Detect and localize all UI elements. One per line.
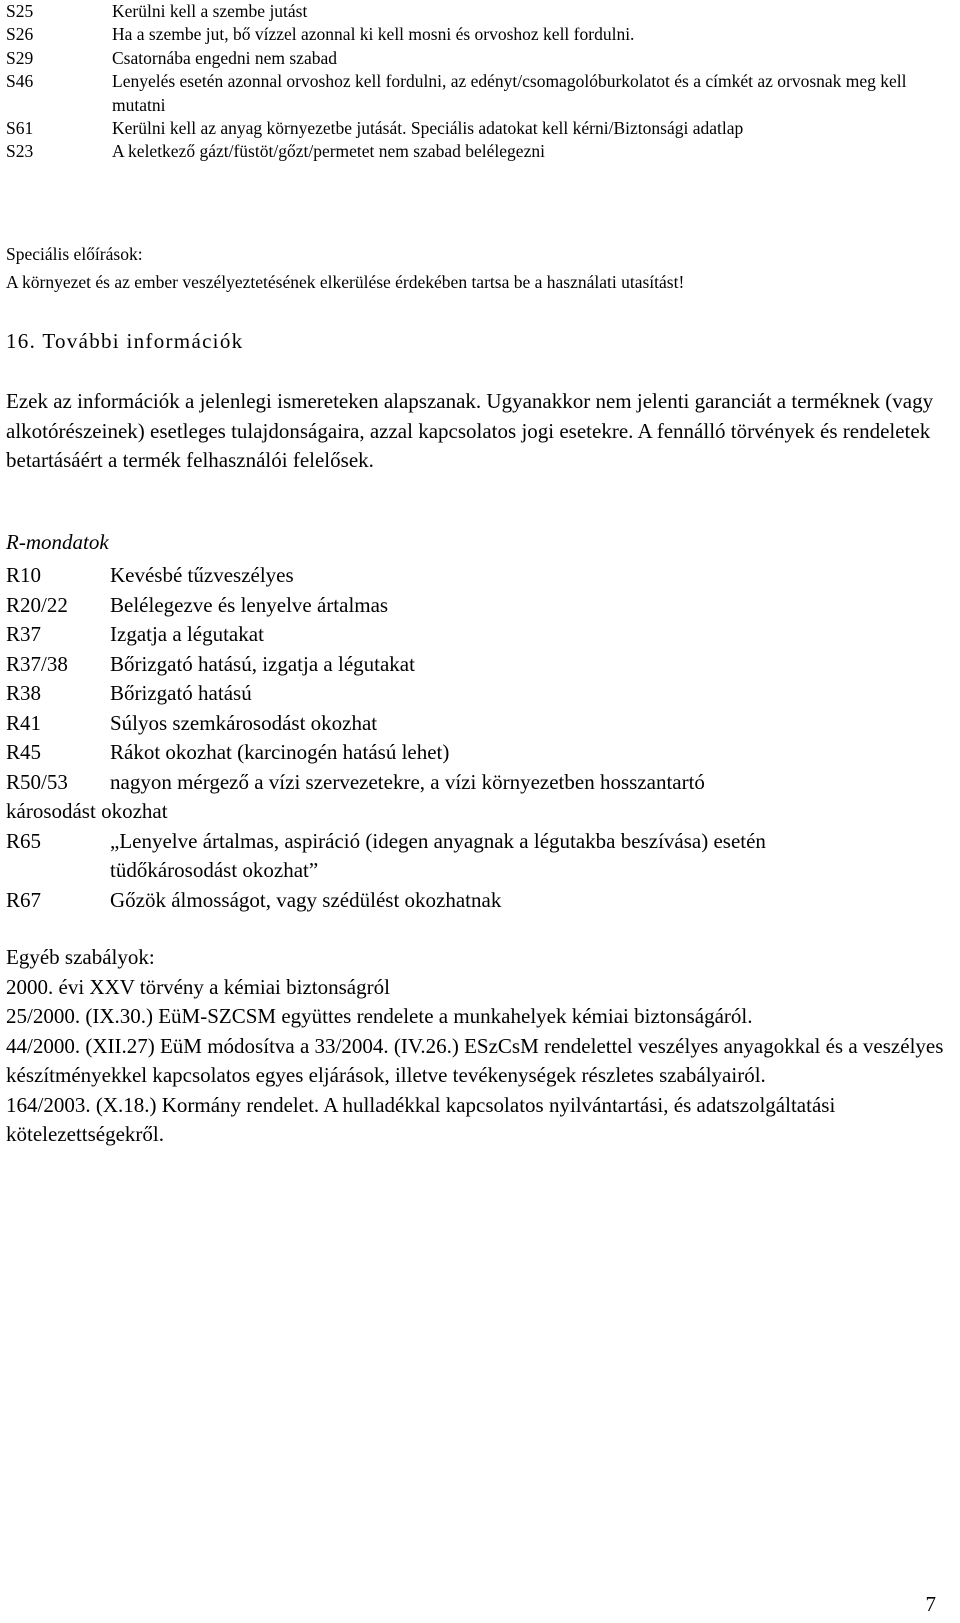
special-instructions-heading: Speciális előírások: [6,244,143,264]
r-phrase-row [6,886,946,916]
s-phrase-code: S46 [6,71,34,92]
s-phrase-text: Csatornába engedni nem szabad [112,47,337,68]
r-phrase-text: Kevésbé tűzveszélyes [110,563,294,587]
r-phrase-text: Belélegezve és lenyelve ártalmas [110,592,389,617]
r-phrase-code: R45 [6,740,42,764]
special-instructions [6,240,946,296]
other-rules [6,943,946,1150]
page-number: 7 [925,1592,936,1616]
other-rules-item: 25/2000. (IX.30.) EüM-SZCSM együttes rendelete a munkahelyek kémiai biztonságáról. [6,1004,753,1028]
r-phrase-code: R37 [6,622,42,646]
r-phrase-text-continuation: tüdőkárosodást okozhat” [110,858,319,882]
s-phrase-text: Kerülni kell az anyag környezetbe jutását. Speciális adatokat kell kérni/Biztonsági adatlap [112,118,744,139]
r-phrase-text: Rákot okozhat (karcinogén hatású lehet) [110,740,450,764]
other-rules-item: 44/2000. (XII.27) EüM módosítva a 33/2004. (IV.26.) ESzCsM rendelettel veszélyes anyagokkal és a veszélyes készítményekkel kapcsolatos egyes eljárások, illetve tevékenységek részletes szabályairól. [6,1033,944,1087]
r-phrases-table [6,561,946,915]
r-phrase-code: R50/53 [6,769,68,794]
r-phrase-row [6,561,946,591]
r-phrase-row [6,738,946,768]
r-phrase-code: R65 [6,828,42,853]
s-phrase-code: S23 [6,141,34,162]
r-phrases-heading: R-mondatok [6,530,109,554]
r-phrase-row [6,709,946,739]
special-instructions-text: A környezet és az ember veszélyeztetésének elkerülése érdekében tartsa be a használati utasítást! [6,272,685,292]
r-phrase-text: Izgatja a légutakat [110,622,264,646]
r-phrase-code: R41 [6,710,42,735]
s-phrase-row [6,70,946,117]
r-phrase-text: nagyon mérgező a vízi szervezetekre, a vízi környezetben hosszantartó [110,769,705,794]
r-phrase-code: R37/38 [6,651,68,676]
s-phrase-row [6,0,946,23]
r-phrase-row [6,827,946,886]
r-phrase-code: R38 [6,681,42,705]
other-rules-item: 2000. évi XXV törvény a kémiai biztonságról [6,974,390,999]
s-phrase-code: S26 [6,24,34,45]
r-phrase-code: R20/22 [6,592,68,617]
r-phrase-text: Súlyos szemkárosodást okozhat [110,710,378,735]
r-phrase-text: Bőrizgató hatású, izgatja a légutakat [110,651,415,676]
r-phrase-text: „Lenyelve ártalmas, aspiráció (idegen anyagnak a légutakba beszívása) esetén [110,828,766,853]
s-phrase-row [6,23,946,46]
s-phrase-text: Ha a szembe jut, bő vízzel azonnal ki kell mosni és orvoshoz kell fordulni. [112,24,635,45]
info-paragraph: Ezek az információk a jelenlegi ismereteken alapszanak. Ugyanakkor nem jelenti garanciát a terméknek (vagy alkotórészeinek) esetleges tulajdonságaira, azzal kapcsolatos jogi esetekre. A fennálló törvények és rendeletek betartásáért a termék felhasználói felelősek. [6,389,934,472]
s-phrase-text: Kerülni kell a szembe jutást [112,1,308,21]
r-phrase-row [6,620,946,650]
s-phrase-code: S25 [6,1,34,21]
s-phrase-row [6,117,946,140]
r-phrase-code: R67 [6,887,42,912]
s-phrases-table [6,0,946,164]
r-phrase-code: R10 [6,563,42,587]
s-phrase-row [6,140,946,163]
s-phrase-code: S29 [6,47,34,68]
s-phrase-row [6,47,946,70]
r-phrase-text: Bőrizgató hatású [110,681,252,705]
r-phrase-row [6,591,946,621]
s-phrase-text: Lenyelés esetén azonnal orvoshoz kell fordulni, az edényt/csomagolóburkolatot és a címkét az orvosnak meg kell mutatni [112,71,907,115]
r-phrase-text: Gőzök álmosságot, vagy szédülést okozhatnak [110,887,502,912]
other-rules-item: 164/2003. (X.18.) Kormány rendelet. A hulladékkal kapcsolatos nyilvántartási, és adatszolgáltatási kötelezettségekről. [6,1092,836,1146]
r-phrase-row [6,679,946,709]
s-phrase-text: A keletkező gázt/füstöt/gőzt/permetet nem szabad belélegezni [112,141,545,162]
section-title: 16. További információk [6,329,244,353]
r-phrase-text-block [110,827,946,886]
s-phrase-code: S61 [6,118,34,139]
r-phrase-row [6,768,946,798]
other-rules-heading: Egyéb szabályok: [6,945,155,969]
r-phrase-text-continuation: károsodást okozhat [6,799,168,823]
r-phrase-row [6,650,946,680]
